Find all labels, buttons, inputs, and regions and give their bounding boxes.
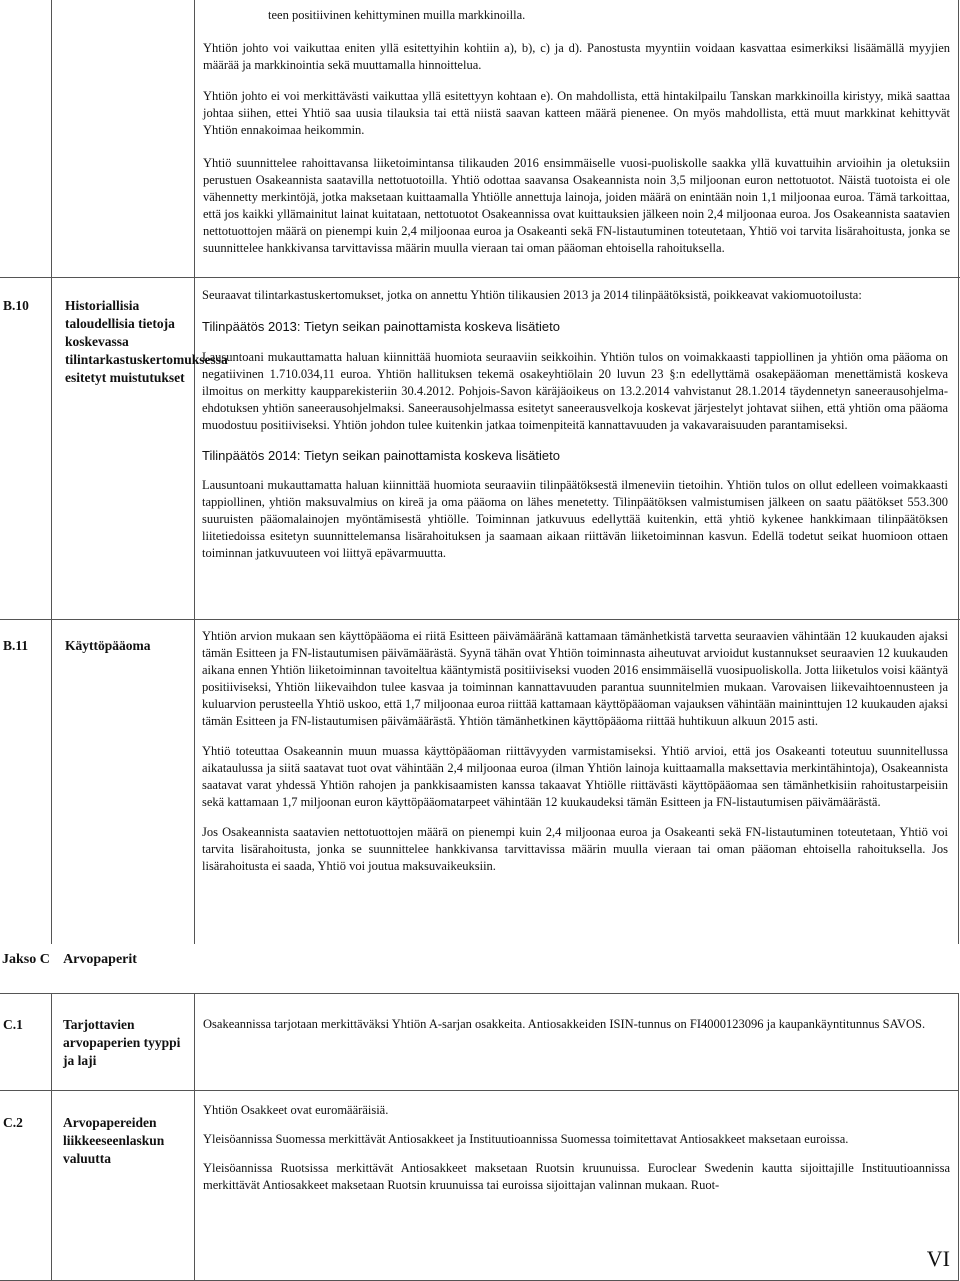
c1-text: Osakeannissa tarjotaan merkittäväksi Yhtiön A-sarjan osakkeita. Antiosakkeiden ISIN-tunnus on FI4000123096 ja kaupankäyntitunnus SAVOS. [203, 1017, 926, 1031]
b10-row [0, 277, 960, 279]
c2-paragraph-1: Yhtiön Osakkeet ovat euromääräisiä. [203, 1103, 389, 1117]
b10-body [202, 287, 948, 562]
section-c-heading: Jakso C Arvopaperit [2, 952, 137, 967]
b11-body [202, 628, 948, 875]
section-c-table [0, 993, 959, 1281]
c2-label: Arvopapereiden liikkeeseenlaskun valuutta [52, 1091, 195, 1281]
c1-label: Tarjottavien arvopaperien tyyppi ja laji [52, 994, 195, 1091]
b10-code: B.10 [3, 298, 29, 313]
b10-label: Historiallisia taloudellisia tietoja koskevassa tilintarkastuskertomuksessa esitetyt muistutukset [65, 298, 228, 385]
top-paragraph-1: Yhtiön johto voi vaikuttaa eniten yllä esitettyihin kohtiin a), b), c) ja d). Panostusta myyntiin voidaan kasvattaa esimerkiksi lisäämällä myyjien määrää ja markkinointia sekä muuttamalla hinnoittelua. [203, 41, 950, 72]
b11-code: B.11 [3, 638, 29, 653]
continuation-line: teen positiivinen kehittyminen muilla markkinoilla. [268, 8, 526, 22]
top-paragraph-3: Yhtiö suunnittelee rahoittavansa liiketoimintansa tilikauden 2016 ensimmäiselle vuosi-puoliskolle saakka yllä kuvattuihin arvioihin ja oletuksiin perustuen Osakeannista saatavilla nettotuotoilla. Yhtiö odottaa saavansa Osakeannista noin 3,5 miljoonan euron nettotuotot. Näistä tuotoista ei ole vähennetty merkintöjä, jotka maksetaan kuittaamalla Yhtiölle annettuja lainoja, joiden määrä on enintään noin 1,1 miljoonaa euroa. Tämä tarkoittaa, että jos kaikki yllämainitut lainat kuitataan, nettotuotot Osakeannissa ovat kuittauksien jälkeen noin 2,4 miljoonaa euroa. Jos Osakeannista saatavien nettotuottojen määrä on pienempi kuin 2,4 miljoonaa euroa ja Osakeanti sekä FN-listautuminen toteutetaan, Yhtiö voi tarvita lisärahoitusta, jonka se suunnittelee hankkivansa tarvittavissa määrin muulla vieraan tai oman pääoman ehtoisella rahoituksella. [203, 156, 950, 255]
c1-code: C.1 [0, 994, 52, 1091]
b10-subheading-2014: Tilinpäätös 2014: Tietyn seikan painottamista koskeva lisätieto [202, 447, 560, 463]
top-paragraph-2: Yhtiön johto ei voi merkittävästi vaikuttaa yllä esitettyyn kohtaan e). On mahdollista, että hintakilpailu Tanskan markkinoilla kiristyy, mikä saattaa johtaa siihen, ettei Yhtiö saa uusia tilauksia tai että niistä saavan katteen määrä pienenee. On myös mahdollista, että muut markkinat kehittyvät Yhtiön ennakoimaa heikommin. [203, 89, 950, 137]
b11-row [0, 619, 960, 621]
b11-paragraph-3: Jos Osakeannista saatavien nettotuottojen määrä on pienempi kuin 2,4 miljoonaa euroa ja Osakeanti sekä FN-listautuminen toteutetaan, Yhtiö voi tarvita lisärahoitusta, jonka se suunnittelee hankkivansa tarvittavissa määrin muulla vieraan tai oman pääoman ehtoisella rahoituksella. Jos lisärahoitusta ei saada, Yhtiö voi joutua maksuvaikeuksiin. [202, 825, 948, 873]
c2-paragraph-3: Yleisöannissa Ruotsissa merkittävät Antiosakkeet maksetaan Ruotsin kruunuissa. Euroclear Swedenin kautta sijoittajille Instituutioannissa merkittävät Antiosakkeet maksetaan Ruotsin kruunuissa tai euroissa sijoittajan valinnan mukaan. Ruot- [203, 1161, 950, 1192]
b10-paragraph-2014: Lausuntoani mukauttamatta haluan kiinnittää huomiota seuraaviin tilinpäätöksestä ilmeneviin tietoihin. Yhtiön tulos on ollut edelleen voimakkaasti tappiollinen, yhtiön maksuvalmius on kireä ja oma pääoma on lähes menetetty. Tilinpäätöksen valmistumisen jälkeen on saatu päätökset 553.300 suuruisten pääomalainojen myöntämisestä yhtiölle. Toiminnan jatkuvuus edellyttää kuitenkin, että yhtiö kykenee hankkimaan tilinpäätöksen liitetiedoissa esitetyn suunnittelemansa lisärahoituksen ja saamaan aikaan riittävän liiketoiminnan kasvun. Edellä todetut seikat huomioon ottaen toiminnan jatkuvuuteen voi liittyä epävarmuutta. [202, 478, 948, 561]
b11-label: Käyttöpääoma [65, 638, 151, 653]
c2-code: C.2 [0, 1091, 52, 1281]
b11-paragraph-1: Yhtiön arvion mukaan sen käyttöpääoma ei riitä Esitteen päivämääränä kattamaan tämänhetkistä tarvetta seuraavien vähintään 12 kuukauden ajaksi tämän Esitteen ja FN-listautumisen päivämäärästä. Syynä tähän ovat Yhtiön toiminnasta aiheutuvat arvioidut kustannukset seuraavien 12 kuukauden aikana ennen Yhtiön liiketoiminnan tavoiteltua kääntymistä positiiviseksi vuoden 2016 ensimmäisellä vuosipuoliskolla. Jotta liiketulos voisi kääntyä positiiviseksi, Yhtiön liikevaihdon tulee kasvaa ja toiminnan kannattavuuden parantua suunnitelmien mukaan. Varovaisen liikevaihtoennusteen ja kuluarvion perusteella Yhtiö uskoo, että 1,7 miljoonaa euroa riittää kattamaan käyttöpääoman vajauksen vähintään maininttujen 12 kuukauden ajaksi tämän Esitteen ja FN-listautumisen päivämäärästä. Yhtiön tämänhetkinen käyttöpääoma riittää huhtikuun alkuun 2015 asti. [202, 629, 948, 728]
b11-paragraph-2: Yhtiö toteuttaa Osakeannin muun muassa käyttöpääoman riittävyyden varmistamiseksi. Yhtiö arvioi, että jos Osakeanti toteutuu suunnitellussa aikataulussa ja siitä saatavat tuot ovat vähintään 2,4 miljoonaa euroa (ilman Yhtiön lainoja kuittaamalla maksettavia merkintähintoja), Osakeannista saatavat varat yhdessä Yhtiön rahojen ja pankkisaamisten kanssa takaavat Yhtiölle riittävästi käyttöpääomaa sen tämänhetkisiin rahoitustarpeisiin sekä kattamaan 1,7 miljoonan euron käyttöpääomatarpeet vähintään 12 kuukaudeksi tämän Esitteen ja FN-listautumisen päivämäärästä. [202, 744, 948, 809]
page-number: VI [926, 1246, 950, 1271]
continuation-label-cell [52, 0, 228, 944]
c2-paragraph-2: Yleisöannissa Suomessa merkittävät Antiosakkeet ja Instituutioannissa Suomessa toimitettavat Antiosakkeet maksetaan euroissa. [203, 1132, 849, 1146]
continuation-code-cell [0, 0, 52, 944]
b10-intro: Seuraavat tilintarkastuskertomukset, jotka on annettu Yhtiön tilikausien 2013 ja 2014 tilinpäätöksistä, poikkeavat vakiomuotoilusta: [202, 288, 862, 302]
b10-subheading-2013: Tilinpäätös 2013: Tietyn seikan painottamista koskeva lisätieto [202, 319, 560, 334]
c2-body [195, 1091, 959, 1281]
b10-paragraph-2013: Lausuntoani mukauttamatta haluan kiinnittää huomiota seuraaviin seikkoihin. Yhtiön tulos on voimakkaasti tappiollinen ja yhtiön oma pääoma on negatiivinen 1.710.034,11 euroa. Yhtiön hallituksen tekemä osakeyhtiölain 20 luvun 23 §:n edellyttämä osakepääoman menettämistä koskeva ilmoitus on merkitty kaupparekisteriin 30.4.2012. Pohjois-Savon käräjäoikeus on 13.2.2014 vahvistanut 28.1.2014 täydennetyn saneerausohjelma-ehdotuksen yhtiön saneerausohjelmaksi. Saneerausohjelmassa esitetyt saneerausvelkoja koskevat järjestelyt johtavat siihen, että yhtiön oma pääoma muodostuu positiiviseksi. Yhtiön johdon tulee kuitenkin jatkaa toimenpiteitä kannattavuuden ja vakavaraisuuden parantamiseksi. [202, 349, 948, 432]
c1-body [195, 994, 959, 1091]
